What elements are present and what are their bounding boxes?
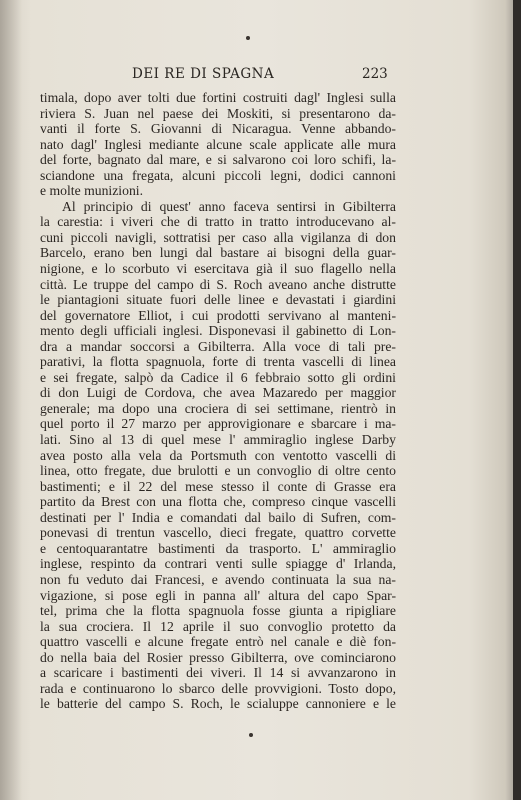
text-line: quel porto il 27 marzo per approvigionare e sbarcare i ma-	[40, 416, 396, 432]
text-line: cuni piccoli navigli, sottratisi per caso alla vigilanza di don	[40, 229, 396, 245]
text-line: a scaricare i bastimenti dei viveri. Il 14 si avvanzarono in	[40, 665, 396, 681]
text-line: avea posto alla vela da Portsmuth con ventotto vascelli di	[40, 447, 396, 463]
text-line: sciandone una fregata, alcuni piccoli legni, dodici cannoni	[40, 167, 396, 183]
running-title: DEI RE DI SPAGNA	[132, 66, 275, 82]
text-line: le batterie del campo S. Roch, le scialuppe cannoniere e le	[40, 696, 396, 712]
page-header	[44, 66, 404, 86]
text-line: le piantagioni situate fuori delle linee e devastati i giardini	[40, 292, 396, 308]
text-line: del governatore Elliot, i cui prodotti servivano al manteni-	[40, 307, 396, 323]
page-number: 223	[362, 66, 388, 82]
body-text	[40, 90, 396, 712]
text-line: parativi, la flotta spagnuola, forte di trenta vascelli di linea	[40, 354, 396, 370]
ink-speck	[246, 36, 250, 40]
text-line: del forte, bagnato dal mare, e si salvarono coi loro schifi, la-	[40, 152, 396, 168]
text-line: bastimenti; e il 22 del mese stesso il conte di Grasse era	[40, 478, 396, 494]
text-line: la carestia: i viveri che di tratto in tratto introducevano al-	[40, 214, 396, 230]
text-line: di don Luigi de Cordova, che avea Mazaredo per maggior	[40, 385, 396, 401]
text-line: Barcelo, erano ben lungi dal bastare ai bisogni della guar-	[40, 245, 396, 261]
text-line: generale; ma dopo una crociera di sei settimane, rientrò in	[40, 400, 396, 416]
text-line: tel, prima che la flotta spagnuola fosse giunta a ripigliare	[40, 603, 396, 619]
text-line: lati. Sino al 13 di quel mese l' ammiraglio inglese Darby	[40, 432, 396, 448]
paragraph-start-line: Al principio di quest' anno faceva sentirsi in Gibilterra	[62, 198, 396, 214]
text-line: dra a mandar soccorsi a Gibilterra. Alla voce di tali pre-	[40, 338, 396, 354]
text-line: do nella baia del Rosier presso Gibilterra, ove cominciarono	[40, 649, 396, 665]
ink-speck	[249, 733, 253, 737]
text-line: e molte munizioni.	[40, 183, 144, 199]
text-line: partito da Brest con una flotta che, compreso cinque vascelli	[40, 494, 396, 510]
text-line: e centoquarantatre bastimenti da trasporto. L' ammiraglio	[40, 540, 396, 556]
text-line: e sei fregate, salpò da Cadice il 6 febbraio sotto gli ordini	[40, 369, 396, 385]
text-line: città. Le truppe del campo di S. Roch aveano anche distrutte	[40, 276, 396, 292]
text-line: quattro vascelli e alcune fregate entrò nel canale e diè fon-	[40, 634, 396, 650]
text-line: mento degli ufficiali inglesi. Disponevasi il gabinetto di Lon-	[40, 323, 396, 339]
text-line: rada e continuarono lo sbarco delle provvigioni. Tosto dopo,	[40, 680, 396, 696]
text-line: vanti il forte S. Giovanni di Nicaragua. Venne abbando-	[40, 121, 396, 137]
text-line: nato dagl' Inglesi mediante alcune scale applicate alle mura	[40, 136, 396, 152]
text-line: inglese, respinto da contrari venti sulle spiagge d' Irlanda,	[40, 556, 396, 572]
page-edge	[513, 0, 521, 800]
text-line: non fu veduto dai Francesi, e avendo continuata la sua na-	[40, 571, 396, 587]
text-line: linea, otto fregate, due brulotti e un convoglio di oltre cento	[40, 463, 396, 479]
text-line: timala, dopo aver tolti due fortini costruiti dagl' Inglesi sulla	[40, 90, 396, 105]
text-line: destinati per l' India e comandati dal bailo di Sufren, com-	[40, 509, 396, 525]
text-line: nigione, e lo scorbuto vi esercitava già il suo flagello nella	[40, 261, 396, 277]
text-line: vigazione, si pose egli in panna all' altura del capo Spar-	[40, 587, 396, 603]
gutter-shadow	[0, 0, 22, 800]
text-line: la sua crociera. Il 12 aprile il suo convoglio protetto da	[40, 618, 396, 634]
text-line: ponevasi di trentun vascello, dieci fregate, quattro corvette	[40, 525, 396, 541]
text-line: riviera S. Juan nel paese dei Moskiti, si presentarono da-	[40, 105, 396, 121]
